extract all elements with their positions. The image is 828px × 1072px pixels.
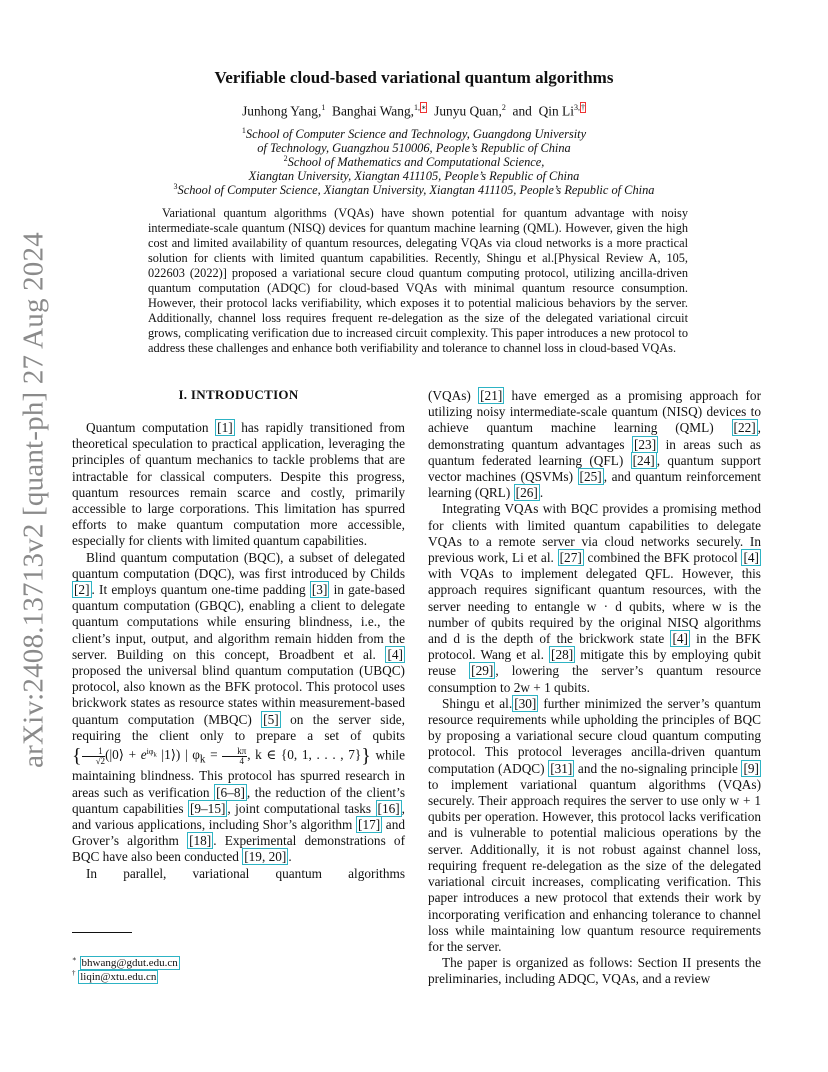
affiliation-3 — [0, 180, 828, 197]
text-run: combined the BFK protocol — [583, 550, 742, 566]
fraction-numerator: 1 — [82, 747, 105, 757]
equation-part: = — [205, 747, 223, 763]
citation-link[interactable]: [17] — [358, 816, 381, 832]
text-run: . — [288, 849, 292, 865]
citation-link[interactable]: [25] — [579, 469, 602, 485]
author-affiliation-mark: 3, — [573, 103, 580, 112]
author-list — [0, 103, 828, 119]
paragraph-intro-3-start: In parallel, variational quantum algorithms — [86, 865, 405, 881]
affiliation-text: School of Computer Science and Technology, Guangdong University — [245, 127, 587, 142]
citation-link[interactable]: [18] — [189, 833, 212, 849]
citation-link[interactable]: [3] — [311, 582, 328, 598]
left-column — [72, 420, 405, 882]
text-run: on the server side, requiring the client only to prepare a set of qubits — [72, 711, 405, 743]
text-run: proposed the universal blind quantum computation (UBQC) protocol, also known as the BFK protocol. This protocol uses brickwork states as resource states within measurement-based quantum computation (MBQC) — [72, 663, 405, 727]
citation-link[interactable]: [16] — [377, 800, 400, 816]
citation-link[interactable]: [5] — [263, 711, 279, 727]
citation-link[interactable]: [9] — [743, 760, 759, 776]
citation-link[interactable]: [23] — [633, 436, 657, 452]
text-run: has rapidly transitioned from theoretical speculation to practical application, leveraging the principles of quantum mechanics to tackle problems that are intractable for classical computers. Despite this progress, quantum resources remain scarce and costly, primarily accessible to large corporations. This limitation has spurred efforts to make quantum computation more accessible, especially for clients with limited quantum capabilities. — [72, 420, 406, 549]
footnote-2 — [72, 967, 158, 984]
text-run: . Experimental demonstrations of BQC have also been conducted — [72, 833, 405, 865]
fraction-numerator: kπ — [222, 747, 247, 757]
citation-link[interactable]: [31] — [550, 760, 573, 776]
affiliation-1 — [0, 124, 828, 155]
citation-link[interactable]: [4] — [387, 646, 403, 662]
citation-link[interactable]: [9–15] — [189, 800, 226, 816]
text-run: , lowering the server’s quantum resource consumption to 2w + 1 qubits. — [428, 663, 761, 695]
author-affiliation-mark: 1, — [414, 103, 420, 112]
footnote-mark: ∗ — [72, 955, 77, 963]
abstract: Variational quantum algorithms (VQAs) have shown potential for quantum advantage with noisy intermediate-scale quantum (NISQ) devices for quantum machine learning (QML). However, given the high cost and limited availability of quantum resources, delegating VQAs via cloud networks is a more practical solution for clients with limited quantum capabilities. Recently, Shingu et al.[Physical Review A, 105, 022603 (2022)] proposed a variational secure cloud quantum computing protocol, utilizing ancilla-driven quantum computation (ADQC) for cloud-based VQAs with minimal quantum resource consumption. However, their protocol lacks verifiability, which exposes it to potential malicious behaviors by the server. Additionally, channel loss requires frequent re-delegation as the size of the delegated variational circuit grows, complicating verification due to increased circuit complexity. This paper introduces a new protocol to address these challenges and enhance both verifiability and tolerance to channel loss in cloud-based VQAs. — [148, 206, 688, 356]
text-run: with VQAs to implement delegated QFL. However, this approach requires significant quantum resources, with the server needing to entangle w · d qubits, where w is the number of qubits required by the original NISQ algorithms and d is the depth of the brickwork state — [428, 566, 761, 647]
email-link[interactable]: bhwang@gdut.edu.cn — [81, 956, 178, 969]
equation-exponent: iφ — [146, 747, 154, 757]
footnote-link[interactable]: † — [580, 103, 585, 112]
equation-subscript: k — [199, 754, 206, 767]
author-name: Qin Li — [538, 103, 574, 119]
footnote-link[interactable]: ∗ — [421, 103, 427, 112]
citation-link[interactable]: [24] — [632, 452, 655, 468]
text-run: have emerged as a promising approach for utilizing noisy intermediate-scale quantum (NISQ) devices to achieve quantum machine learning (QML) — [428, 388, 761, 436]
citation-link[interactable]: [2] — [74, 582, 90, 598]
citation-link[interactable]: [1] — [217, 420, 233, 435]
author-name: Junhong Yang, — [242, 103, 322, 119]
author-affiliation-mark: 1 — [321, 103, 326, 112]
right-column — [428, 388, 761, 988]
text-run: in gate-based quantum computation (GBQC), enabling a client to delegate quantum computations while ensuring blindness, i.e., the client’s input, output, and algorithm remain hidden from the server. Building on this concept, Broadbent et al. — [72, 582, 405, 662]
affiliation-text: School of Computer Science, Xiangtan University, Xiangtan 411105, People’s Republic of China — [177, 183, 655, 198]
citation-link[interactable]: [22] — [733, 420, 756, 436]
text-run: . It employs quantum one-time padding — [91, 582, 310, 598]
text-run: and Grover’s algorithm — [72, 816, 405, 849]
citation-link[interactable]: [4] — [743, 550, 759, 566]
paper-title: Verifiable cloud-based variational quantum algorithms — [214, 68, 614, 87]
text-run: (VQAs) — [428, 388, 479, 403]
equation-part: , k ∈ {0, 1, . . . , 7} — [247, 747, 362, 763]
affiliation-text: School of Mathematics and Computational Science, — [287, 155, 545, 170]
citation-link[interactable]: [27] — [559, 550, 582, 566]
citation-link[interactable]: [6–8] — [216, 784, 245, 800]
text-run: , the reduction of the client’s quantum capabilities — [72, 784, 405, 816]
equation-subscript: k — [153, 751, 157, 759]
paragraph-intro-4 — [428, 501, 761, 695]
text-run: , joint computational tasks — [227, 800, 376, 816]
text-run: and the no-signaling principle — [574, 760, 742, 776]
text-run: , demonstrating quantum advantages — [428, 420, 761, 452]
arxiv-sidebar — [14, 100, 54, 900]
paragraph-intro-1 — [72, 420, 405, 550]
paragraph-intro-2 — [72, 550, 405, 866]
fraction-denominator: 4 — [239, 755, 244, 766]
equation-part: |1⟩) | φ — [156, 747, 200, 763]
equation-part: (|0⟩ + — [105, 747, 141, 763]
text-run: , and quantum reinforcement learning (QRL) — [428, 469, 761, 501]
affiliation-text: Xiangtan University, Xiangtan 411105, People’s Republic of China — [248, 169, 580, 184]
qubit-set-equation: { $\frac{1}{√2}$ (|0⟩ + $e^{i\varphi_k}$ |1⟩) | $\varphi_k$ = $\frac{k\pi}{4}$ , k ∈ {0, 1, . . . , 7}} — [72, 745, 371, 768]
text-run: in the BFK protocol. Wang et al. — [428, 631, 761, 663]
paragraph-intro-5 — [428, 696, 761, 955]
arxiv-identifier: arXiv:2408.13713v2 [quant-ph] 27 Aug 2024 — [17, 232, 50, 768]
author-name: Banghai Wang, — [332, 103, 414, 119]
text-run: , and various applications, including Shor’s algorithm — [72, 800, 405, 832]
text-run: Integrating VQAs with BQC provides a promising method for clients with limited quantum capabilities to delegate VQAs to a remote server via cloud networks securely. In previous work, Li et al. — [428, 501, 761, 566]
text-run: further minimized the server’s quantum resource requirements while upholding the principles of BQC by proposing a variational secure cloud quantum computing protocol. This protocol leverages ancilla-driven quantum computation (ADQC) — [428, 695, 761, 776]
email-link[interactable]: liqin@xtu.edu.cn — [80, 970, 157, 983]
text-run: . — [539, 485, 544, 501]
text-run: Blind quantum computation (BQC), a subset of delegated quantum computation (DQC), was first introduced by Childs — [72, 549, 405, 581]
text-run: Shingu et al. — [442, 695, 513, 711]
paragraph-intro-6: The paper is organized as follows: Section II presents the preliminaries, including ADQC, VQAs, and a review — [428, 955, 761, 987]
author-conjunction: and — [512, 103, 532, 119]
author-name: Junyu Quan, — [434, 103, 502, 119]
paragraph-intro-3-cont — [428, 388, 761, 501]
fraction-denominator: √2 — [95, 755, 106, 766]
affiliation-text: of Technology, Guangzhou 510006, People’s Republic of China — [257, 141, 571, 156]
affiliation-number: 2 — [283, 154, 288, 163]
citation-link[interactable]: [21] — [480, 388, 503, 403]
affiliation-2 — [0, 152, 828, 183]
author-affiliation-mark: 2 — [501, 103, 506, 112]
citation-link[interactable]: [30] — [514, 695, 537, 711]
citation-link[interactable]: [28] — [551, 647, 574, 663]
footnote-mark: † — [72, 969, 76, 977]
affiliation-number: 1 — [241, 126, 246, 135]
text-run: , quantum support vector machines (QSVMs) — [428, 452, 762, 485]
citation-link[interactable]: [29] — [471, 663, 494, 679]
section-heading: I. INTRODUCTION — [178, 387, 299, 402]
text-run: mitigate this by employing qubit reuse — [428, 647, 761, 679]
text-run: in areas such as quantum federated learning (QFL) — [428, 436, 761, 468]
citation-link[interactable]: [4] — [672, 631, 688, 647]
affiliation-number: 3 — [173, 182, 178, 191]
footnote-rule — [72, 932, 132, 933]
text-run: to implement variational quantum algorithms (VQAs) securely. Their approach requires the server to use only w + 1 qubits per operation. However, this protocol lacks verification and is vulnerable to potential malicious operations by the server. Additionally, it is not robust against channel loss, requiring frequent re-delegation as the size of the delegated variational circuit increases, complicating verification. This paper introduces a new protocol that extends their work by incorporating verification and enhancing tolerance to channel loss while maintaining low quantum resource requirements for the server. — [428, 776, 761, 954]
citation-link[interactable]: [19, 20] — [244, 849, 287, 865]
citation-link[interactable]: [26] — [515, 485, 538, 501]
text-run: Quantum computation — [86, 420, 216, 435]
text-run: while maintaining blindness. This protocol has spurred research in areas such as verification — [72, 747, 405, 800]
